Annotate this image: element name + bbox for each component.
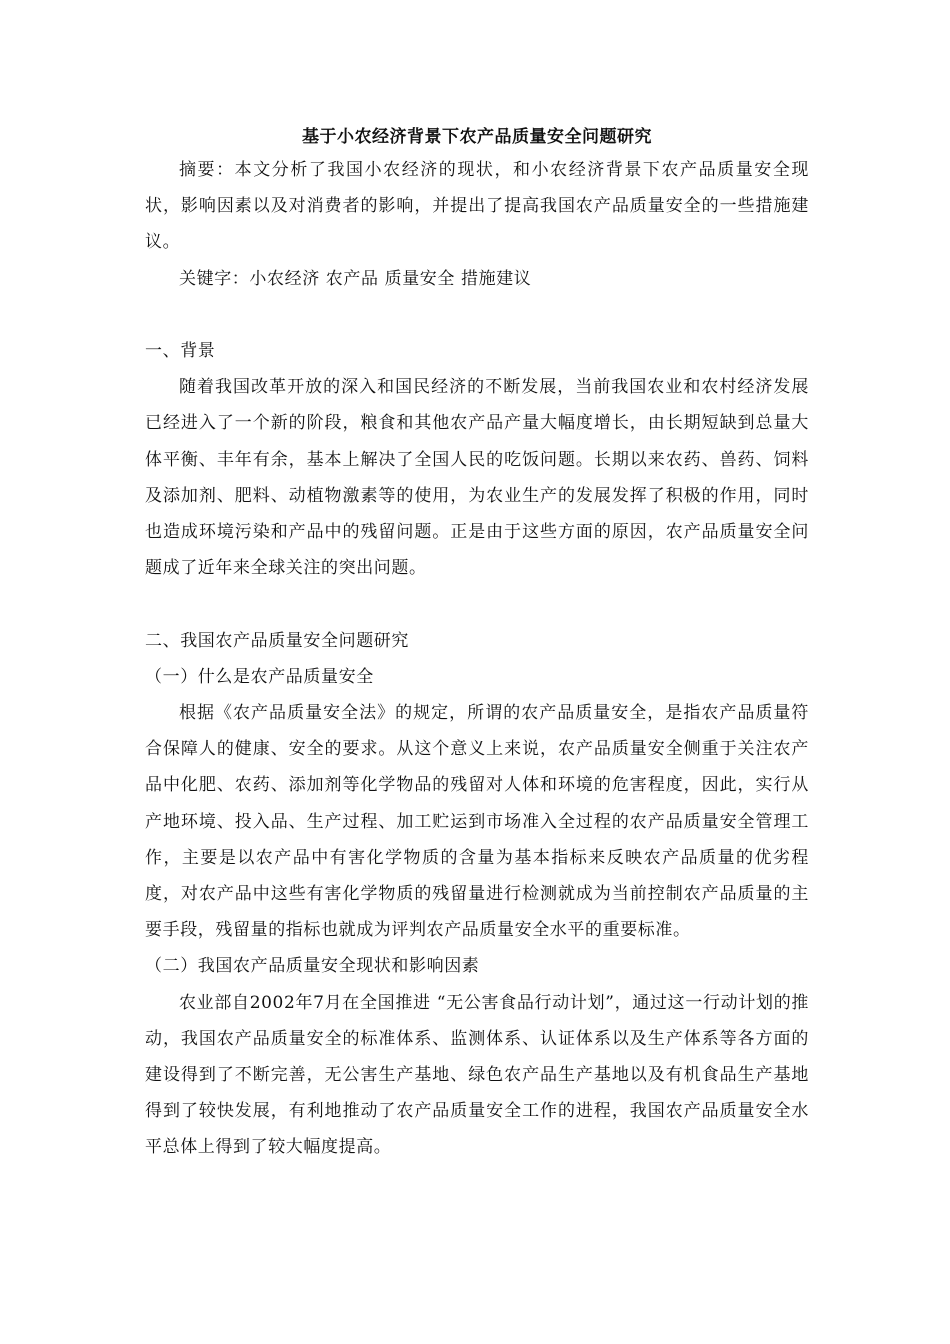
subsection-heading-status: （二）我国农产品质量安全现状和影响因素 xyxy=(145,956,480,977)
spacer xyxy=(145,297,809,333)
section-heading-research: 二、我国农产品质量安全问题研究 xyxy=(145,630,409,651)
abstract-paragraph: 摘要：本文分析了我国小农经济的现状，和小农经济背景下农产品质量安全现状，影响因素以及对消费者的影响，并提出了提高我国农产品质量安全的一些措施建议。 xyxy=(145,160,809,253)
document-title: 基于小农经济背景下农产品质量安全问题研究 xyxy=(302,127,652,147)
document-page xyxy=(145,122,809,1166)
definition-paragraph: 根据《农产品质量安全法》的规定，所谓的农产品质量安全，是指农产品质量符合保障人的健康、安全的要求。从这个意义上来说，农产品质量安全侧重于关注农产品中化肥、农药、添加剂等化学物品的残留对人体和环境的危害程度，因此，实行从产地环境、投入品、生产过程、加工贮运到市场准入全过程的农产品质量安全管理工作，主要是以农产品中有害化学物质的含量为基本指标来反映农产品质量的优劣程度，对农产品中这些有害化学物质的残留量进行检测就成为当前控制农产品质量的主要手段，残留量的指标也就成为评判农产品质量安全水平的重要标准。 xyxy=(145,703,809,941)
section-heading-background: 一、背景 xyxy=(145,341,216,361)
keywords-line: 关键字：小农经济 农产品 质量安全 措施建议 xyxy=(179,268,532,289)
status-paragraph: 农业部自2002年7月在全国推进 “无公害食品行动计划”，通过这一行动计划的推动，我国农产品质量安全的标准体系、监测体系、认证体系以及生产体系等各方面的建设得到了不断完善，无公害生产基地、绿色农产品生产基地以及有机食品生产基地得到了较快发展，有利地推动了农产品质量安全工作的进程，我国农产品质量安全水平总体上得到了较大幅度提高。 xyxy=(145,992,809,1158)
subsection-heading-definition: （一）什么是农产品质量安全 xyxy=(145,666,374,687)
spacer xyxy=(145,586,809,622)
background-paragraph: 随着我国改革开放的深入和国民经济的不断发展，当前我国农业和农村经济发展已经进入了一个新的阶段，粮食和其他农产品产量大幅度增长，由长期短缺到总量大体平衡、丰年有余，基本上解决了全国人民的吃饭问题。长期以来农药、兽药、饲料及添加剂、肥料、动植物激素等的使用，为农业生产的发展发挥了积极的作用，同时也造成环境污染和产品中的残留问题。正是由于这些方面的原因，农产品质量安全问题成了近年来全球关注的突出问题。 xyxy=(145,377,809,579)
